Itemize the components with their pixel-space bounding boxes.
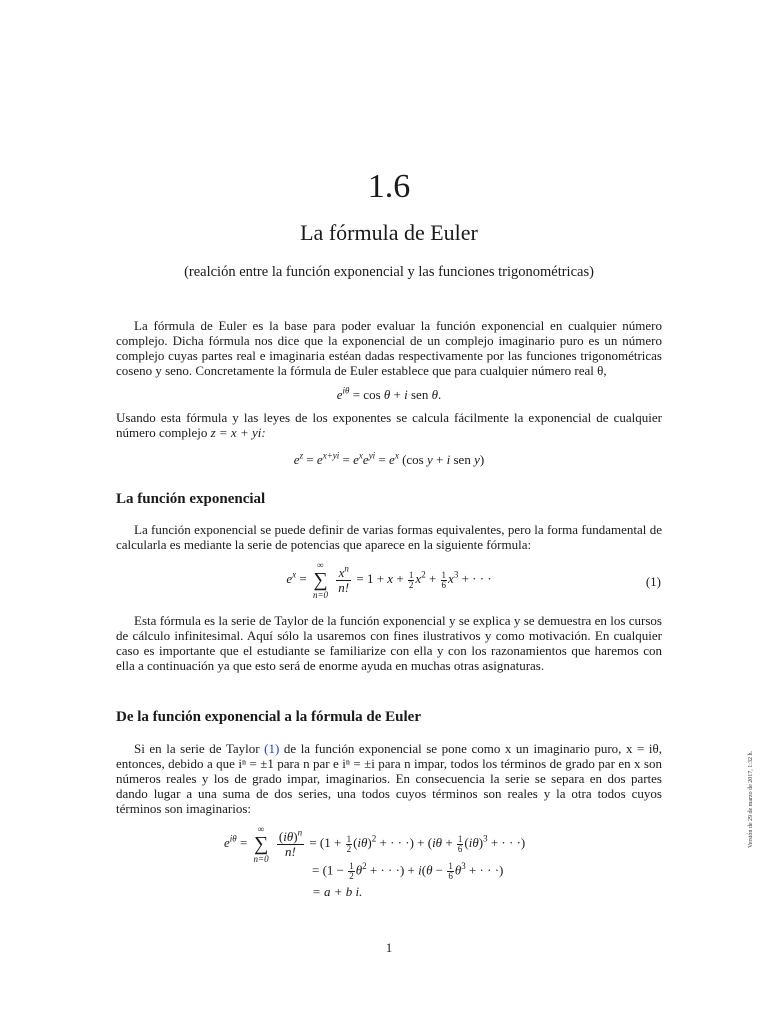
intro-paragraph-2-math: z = x + yi: — [210, 425, 266, 440]
equation-number: (1) — [645, 574, 661, 589]
page-number: 1 — [385, 940, 393, 955]
page-title: La fórmula de Euler — [300, 220, 478, 245]
intro-paragraph-1: La fórmula de Euler es la base para poder evaluar la función exponencial en cualquier número complejo. Dicha fórmula nos dice que la exponencial de un complejo imaginario puro es un número complejo cuyas partes real e imaginaria estéan dadas respectivamente por las funciones trigonométricas coseno y seno. Concretamente la fórmula de Euler establece que para cualquier número real θ, — [116, 318, 662, 378]
version-note: Versión de 29 de marzo de 2017, 1:32 h. — [748, 751, 754, 848]
section2-paragraph-1 — [116, 741, 662, 816]
euler-derivation-line-2: = (1 − $\frac{1}{2}$ $\theta^2$ + · · ·) + i(θ − $\frac{1}{6}$ $\theta^3$ + · · ·) — [312, 861, 504, 881]
euler-derivation-line-1: $e^{i\theta}$ = ∞ ∑ n=0 $\frac{(i\theta)^n}{n!}$ = (1 + $\frac{1}{2}$ $(i\theta)^2$ + · · ·) + (iθ + $\frac{1}{6}$ $(i\theta)^3$ + · · ·) — [224, 824, 526, 864]
page-subtitle: (realción entre la función exponencial y las funciones trigonométricas) — [184, 264, 594, 280]
section2-paragraph-1-start: Si en la serie de Taylor — [134, 741, 260, 756]
euler-formula-equation: $e^{i\theta} = \cos \theta + i$ sen θ. — [336, 385, 442, 402]
section2-paragraph-1-rest: de la función exponencial se pone como x un imaginario puro, x = iθ, entonces, debido a que iⁿ = ±1 para n par e iⁿ = ±i para n impar, todos los términos de grado par en x son números reales y los de grado impar, imaginarios. En consecuencia la serie se separa en dos partes dando lugar a una suma de dos series, una todos cuyos términos son reales y la otra todos cuyos términos son imaginarios: — [116, 741, 663, 816]
section1-paragraph-1: La función exponencial se puede definir de varias formas equivalentes, pero la forma fundamental de calcularla es mediante la serie de potencias que aparece en la siguiente fórmula: — [116, 522, 662, 552]
complex-exponential-equation: $e^z = e^{x+yi} = e^xe^{yi} = e^x$ (cos y + i sen y) — [293, 450, 485, 467]
intro-paragraph-2 — [116, 410, 662, 440]
chapter-number: 1.6 — [367, 168, 411, 205]
intro-paragraph-2-text: Usando esta fórmula y las leyes de los exponentes se calcula fácilmente la exponencial de cualquier número complejo — [116, 410, 662, 440]
section-heading-exponential: La función exponencial — [116, 491, 266, 507]
taylor-series-equation: $e^x$ = ∞ ∑ n=0 $\frac{x^n}{n!}$ = 1 + x + $\frac{1}{2}$ $x^2$ + $\frac{1}{6}$ $x^3$ + · · · — [286, 560, 492, 600]
section1-paragraph-2: Esta fórmula es la serie de Taylor de la función exponencial y se explica y se demuestra en los cursos de cálculo infinitesimal. Aquí sólo la usaremos con fines ilustrativos y como motivación. En cualquier caso es importante que el estudiante se familiarize con ella y con los razonamientos que haremos con ella a continuación ya que esto será de enorme ayuda en muchas otras asignaturas. — [116, 613, 662, 673]
section-heading-euler: De la función exponencial a la fórmula de Euler — [116, 709, 421, 725]
equation-reference-link[interactable]: (1) — [264, 741, 280, 756]
euler-derivation-line-3: = a + b i. — [312, 884, 363, 899]
